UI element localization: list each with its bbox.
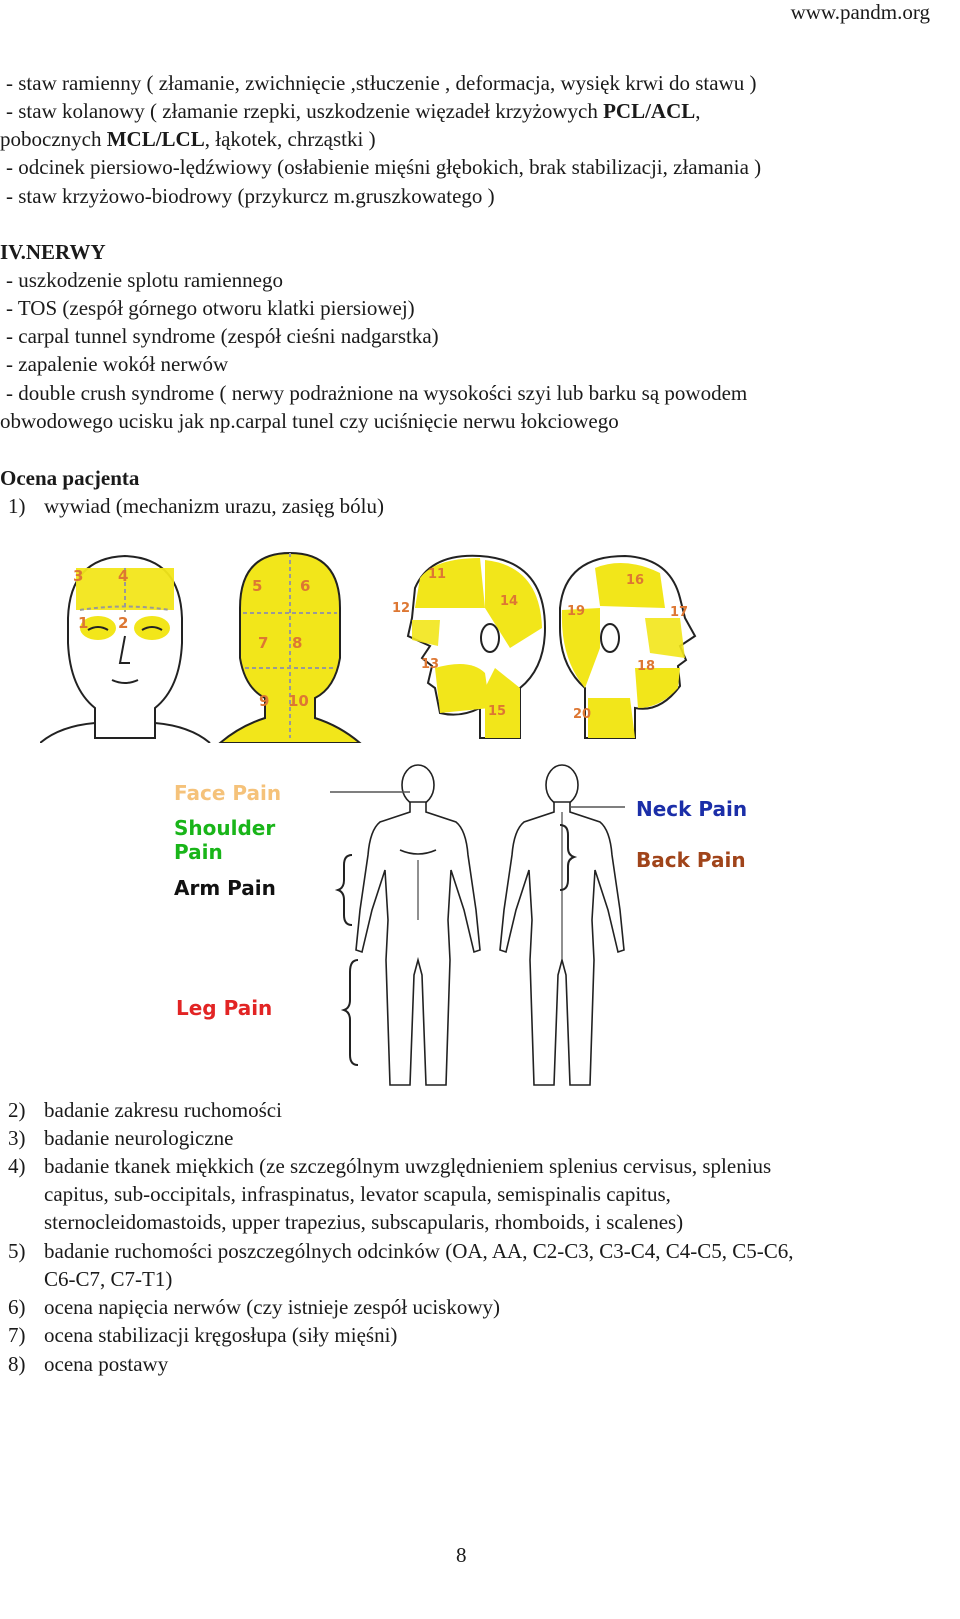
- assessment-item-1-num: 1): [8, 494, 26, 518]
- list-item-3: badanie neurologiczne: [44, 1126, 234, 1150]
- zone-19: 19: [567, 604, 586, 619]
- zone-1: 1: [78, 614, 89, 632]
- list-num-3: 3): [8, 1126, 26, 1150]
- list-num-4: 4): [8, 1154, 26, 1178]
- label-neck-pain: Neck Pain: [636, 797, 748, 821]
- list-num-8: 8): [8, 1352, 26, 1376]
- zone-9: 9: [259, 692, 270, 710]
- leg-brace: [344, 960, 358, 1065]
- list-item-4-line-3: sternocleidomastoids, upper trapezius, subscapularis, rhomboids, i scalenes): [44, 1210, 684, 1234]
- list-item-2: badanie zakresu ruchomości: [44, 1098, 282, 1122]
- body-pain-diagram: [330, 760, 650, 1095]
- joint-line-5: - staw krzyżowo-biodrowy (przykurcz m.gruszkowatego ): [6, 184, 495, 208]
- assessment-heading: Ocena pacjenta: [0, 466, 140, 490]
- zone-7: 7: [258, 634, 269, 652]
- list-item-5-line-2: C6-C7, C7-T1): [44, 1267, 173, 1291]
- zone-11: 11: [428, 567, 447, 582]
- page-number: 8: [456, 1543, 467, 1567]
- zone-6: 6: [300, 577, 311, 595]
- assessment-item-1: wywiad (mechanizm urazu, zasięg bólu): [44, 494, 384, 518]
- body-front-figure: [356, 765, 480, 1085]
- nerve-item-1: - uszkodzenie splotu ramiennego: [6, 268, 283, 292]
- zone-20: 20: [573, 707, 592, 722]
- nerves-heading: IV.NERWY: [0, 240, 106, 264]
- pcl-acl: PCL/ACL: [603, 99, 696, 123]
- list-item-7: ocena stabilizacji kręgosłupa (siły mięśni): [44, 1323, 398, 1347]
- zone-4: 4: [118, 567, 129, 585]
- nerve-item-6: obwodowego ucisku jak np.carpal tunel czy uciśnięcie nerwu łokciowego: [0, 409, 619, 433]
- zone-15: 15: [488, 704, 507, 719]
- joint-line-2: [6, 98, 701, 124]
- zone-17: 17: [670, 605, 689, 620]
- joint-line-3-post: , łąkotek, chrząstki ): [204, 127, 376, 151]
- zone-3: 3: [73, 567, 84, 585]
- joint-line-3-pre: pobocznych: [0, 127, 107, 151]
- label-face-pain: Face Pain: [174, 781, 282, 805]
- zone-10: 10: [288, 692, 309, 710]
- body-back-figure: [500, 765, 624, 1085]
- list-item-5-line-1: badanie ruchomości poszczególnych odcinków (OA, AA, C2-C3, C3-C4, C4-C5, C5-C6,: [44, 1239, 794, 1263]
- head-pain-zones-diagram: [40, 548, 700, 743]
- zone-2: 2: [118, 614, 129, 632]
- header-url: www.pandm.org: [790, 0, 930, 24]
- zone-12: 12: [392, 601, 411, 616]
- list-num-5: 5): [8, 1239, 26, 1263]
- joint-line-2-pre: - staw kolanowy ( złamanie rzepki, uszkodzenie więzadeł krzyżowych: [6, 99, 604, 123]
- list-num-7: 7): [8, 1323, 26, 1347]
- list-item-8: ocena postawy: [44, 1352, 169, 1376]
- list-item-4-line-2: capitus, sub-occipitals, infraspinatus, levator scapula, semispinalis capitus,: [44, 1182, 671, 1206]
- list-item-4-line-1: badanie tkanek miękkich (ze szczególnym uwzględnieniem splenius cervisus, splenius: [44, 1154, 772, 1178]
- zone-5: 5: [252, 577, 263, 595]
- list-item-6: ocena napięcia nerwów (czy istnieje zespół uciskowy): [44, 1295, 500, 1319]
- joint-line-2-post: ,: [695, 99, 701, 123]
- zone-8: 8: [292, 634, 303, 652]
- arm-brace: [338, 855, 352, 925]
- zone-14: 14: [500, 594, 519, 609]
- joint-line-3: [0, 126, 376, 152]
- mcl-lcl: MCL/LCL: [106, 127, 205, 151]
- label-shoulder-pain-1: Shoulder: [174, 816, 276, 840]
- label-arm-pain: Arm Pain: [174, 876, 276, 900]
- zone-16: 16: [626, 573, 645, 588]
- joint-line-1: - staw ramienny ( złamanie, zwichnięcie ,stłuczenie , deformacja, wysięk krwi do stawu ): [6, 71, 757, 95]
- joint-line-4: - odcinek piersiowo-lędźwiowy (osłabienie mięśni głębokich, brak stabilizacji, złamania ): [6, 155, 762, 179]
- label-leg-pain: Leg Pain: [176, 996, 273, 1020]
- zone-18: 18: [637, 659, 656, 674]
- label-shoulder-pain-2: Pain: [174, 840, 223, 864]
- nerve-item-2: - TOS (zespół górnego otworu klatki piersiowej): [6, 296, 415, 320]
- nerve-item-4: - zapalenie wokół nerwów: [6, 352, 229, 376]
- label-back-pain: Back Pain: [636, 848, 746, 872]
- list-num-2: 2): [8, 1098, 26, 1122]
- zone-13: 13: [421, 657, 440, 672]
- head-side-right-figure: [408, 556, 545, 738]
- nerve-item-5: - double crush syndrome ( nerwy podrażnione na wysokości szyi lub barku są powodem: [6, 381, 748, 405]
- head-back-figure: [220, 553, 360, 743]
- list-num-6: 6): [8, 1295, 26, 1319]
- nerve-item-3: - carpal tunnel syndrome (zespół cieśni nadgarstka): [6, 324, 439, 348]
